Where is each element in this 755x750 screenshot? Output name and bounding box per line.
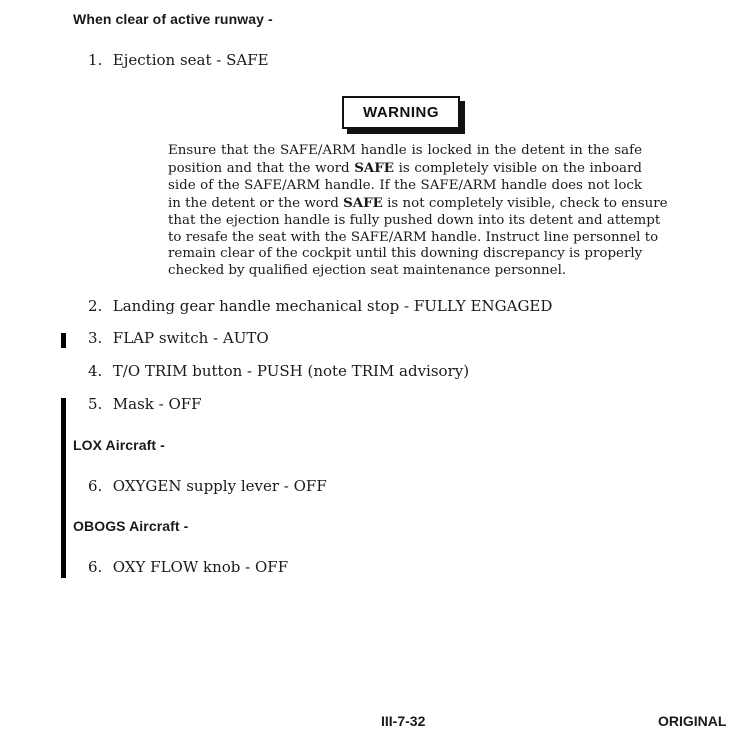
text-run: position and that the word [168,160,355,176]
warning-line [168,194,668,213]
warning-line [168,246,642,263]
text-run: to resafe the seat with the SAFE/ARM handle. Instruct line personnel to [168,229,659,245]
change-bar [61,333,66,348]
step-number: 6. [88,477,103,495]
revision-label: ORIGINAL [658,713,727,729]
step-number: 4. [88,362,103,380]
step-number: 2. [88,297,103,315]
page-number: III-7-32 [381,713,426,729]
step-text: T/O TRIM button - PUSH (note TRIM advisory) [112,362,470,380]
warning-line [168,229,659,247]
step-1 [88,51,269,69]
obogs-step-6 [88,558,288,576]
warning-badge [342,96,466,136]
obogs-heading: OBOGS Aircraft - [73,518,189,534]
emphasis-safe: SAFE [343,194,383,211]
step-number: 3. [88,329,103,347]
step-text: Landing gear handle mechanical stop - FULLY ENGAGED [112,297,553,315]
step-number: 1. [88,51,103,69]
warning-text [168,143,668,280]
step-number: 6. [88,558,103,576]
step-5 [88,395,202,413]
warning-line [168,143,642,160]
step-number: 5. [88,395,103,413]
text-run: that the ejection handle is fully pushed down into its detent and attempt [168,212,661,228]
text-run: checked by qualified ejection seat maintenance personnel. [168,263,567,279]
warning-line [168,160,642,178]
text-run: is completely visible on the inboard [394,160,642,176]
lox-step-6 [88,477,327,495]
step-text: FLAP switch - AUTO [112,329,269,347]
step-3 [88,329,269,347]
step-2 [88,297,552,315]
warning-label: WARNING [363,104,439,121]
emphasis-safe: SAFE [354,159,395,176]
text-run: side of the SAFE/ARM handle. If the SAFE/ARM handle does not lock [168,177,642,193]
text-run: Ensure that the SAFE/ARM handle is locked in the detent in the safe [168,143,642,158]
warning-line [168,263,642,280]
step-text: OXYGEN supply lever - OFF [112,477,327,495]
text-run: remain clear of the cockpit until this downing discrepancy is properly [168,246,643,262]
step-text: OXY FLOW knob - OFF [112,558,289,576]
step-text: Ejection seat - SAFE [112,51,269,69]
lox-heading: LOX Aircraft - [73,437,165,453]
text-run: in the detent or the word [168,195,344,211]
warning-badge-box [342,96,460,129]
step-text: Mask - OFF [112,395,202,413]
step-4 [88,362,469,380]
change-bar [61,398,66,578]
warning-line [168,212,661,230]
warning-line [168,178,642,195]
text-run: is not completely visible, check to ensure [382,195,668,211]
section-heading: When clear of active runway - [73,11,273,27]
